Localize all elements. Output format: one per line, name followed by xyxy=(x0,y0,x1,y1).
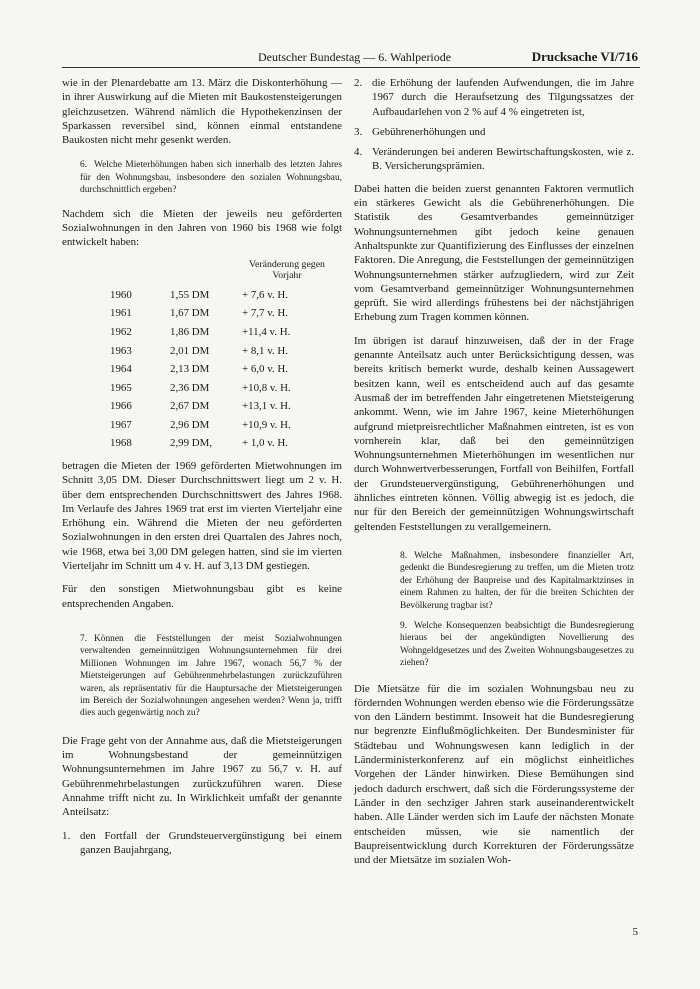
table-header-change: Veränderung gegen Vorjahr xyxy=(249,258,325,282)
question-text: Welche Konsequenzen beabsichtigt die Bundesregierung hieraus bei der angekündigten Novellierung des Wohngeldgesetzes und des Zweiten Wohnungsbaugesetzes zu ziehen? xyxy=(400,620,634,669)
year-cell: 1967 xyxy=(110,418,132,431)
paragraph: Im übrigen ist darauf hinzuweisen, daß der in der Frage genannte Anteilsatz auch unter Berücksichtigung dessen, was bereits kritisch bemerkt wurde, deshalb keinen Aussagewert besitzen kann, weil es entscheidend auch auf das gesamte Ausmaß der im betreffenden Jahr eingetretenen Mietsteigerung ankommt. Wenn, wie im Jahre 1967, keine Mieterhöhungen aufgrund mietpreisrechtlicher Maßnahmen eintreten, ist es von vornherein klar, daß bei den gemeinnützigen Wohnungsunternehmen Mieterhöhungen im wesentlichen nur durch Wohnwertverbesserungen, Fortfall von Beihilfen, Fortfall der Grundsteuervergünstigung, Gebührenerhöhungen und ähnliches eintreten können. Völlig abwegig ist es jedoch, die nur für den Bereich der gemeinnützigen Wohnungswirtschaft geltenden Feststellungen zu verallgemeinern. xyxy=(354,334,634,533)
table-row xyxy=(110,416,332,435)
table-row xyxy=(110,286,332,305)
year-cell: 1964 xyxy=(110,363,132,376)
year-cell: 1962 xyxy=(110,325,132,338)
question-number: 9. xyxy=(400,620,408,631)
value-cell: 2,99 DM, xyxy=(170,437,213,450)
list-text: die Erhöhung der laufenden Aufwendungen, die im Jahre 1967 durch die Heraufsetzung des Tilgungssatzes der Aufbaudarlehen von 2 % auf 4 % eingetreten ist, xyxy=(372,77,634,118)
list-text: Gebührenerhöhungen und xyxy=(372,125,486,138)
paragraph: betragen die Mieten der 1969 geförderten Mietwohnungen im Schnitt 3,05 DM. Dieser Durchschnittswert liegt um 2 v. H. über dem entsprechenden Durchschnittswert des Jahres 1968. Im Verlaufe des Jahres 1969 trat erst im vierten Vierteljahr eine Erhöhung ein. Während die Mieten der neu geförderten Sozialwohnungen in den ersten drei Quartalen des Jahres noch, wie 1968, etwa bei 3,00 DM gelegen hatten, sind sie im vierten Vierteljahr im Schnitt um 4 v. H. auf 3,13 DM gestiegen. xyxy=(62,459,342,573)
year-cell: 1968 xyxy=(110,437,132,450)
list xyxy=(62,829,342,858)
list-number: 4. xyxy=(354,146,363,159)
value-cell: 2,01 DM xyxy=(170,344,210,357)
value-cell: 1,67 DM xyxy=(170,307,210,320)
table-row xyxy=(110,341,332,360)
table-row xyxy=(110,323,332,342)
right-column xyxy=(354,76,634,876)
change-cell: +11,4 v. H. xyxy=(242,325,291,338)
paragraph: Dabei hatten die beiden zuerst genannten Faktoren vermutlich ein stärkeres Gewicht als die Gebührenerhöhungen. Die Statistik des Gesamtverbandes gemeinnütziger Wohnungsunternehmen gibt jedoch keine genauen Anhaltspunkte zur Quantifizierung des Einflusses der einzelnen Faktoren. Die Anregung, die Feststellungen der gemeinnützigen Wohnungsunternehmen stärker aufzugliedern, wird zur Zeit vom Gesamtverband gemeinnütziger Wohnungsunternehmen geprüft. Sie wird allerdings frühestens bei der nächstjährigen Erhebung zum Tragen kommen können. xyxy=(354,182,634,324)
year-cell: 1960 xyxy=(110,288,132,301)
document-number: Drucksache VI/716 xyxy=(531,49,638,64)
question-text: Welche Mieterhöhungen haben sich innerhalb des letzten Jahres für den Wohnungsbau, insbesondere den sozialen Wohnungsbau, durchschnittlich ergeben? xyxy=(80,160,342,196)
table-row xyxy=(110,434,332,453)
question-text: Welche Maßnahmen, insbesondere finanzieller Art, gedenkt die Bundesregierung zu treffen, um die Mieten trotz der Erhöhung der Baupreise und des Kapitalmarktzinses in einem Rahmen zu halten, der für die breiten Schichten der Bevölkerung tragbar ist? xyxy=(400,550,634,611)
list-item xyxy=(354,145,634,174)
list-text: den Fortfall der Grundsteuervergünstigung bei einem ganzen Baujahrgang, xyxy=(80,829,342,856)
change-cell: + 1,0 v. H. xyxy=(242,437,288,450)
paragraph: wie in der Plenardebatte am 13. März die Diskonterhöhung — in ihrer Auswirkung auf die Mieten mit Baukostensteigerungen gleichzusetzen. Während nämlich die Hypothekenzinsen der Sparkassen reversibel sind, können einmal entstandene Baukosten nicht mehr gesenkt werden. xyxy=(62,77,342,147)
paragraph: Die Mietsätze für die im sozialen Wohnungsbau neu zu fördernden Wohnungen werden ebenso wie die Förderungssätze von den Ländern bestimmt. Insoweit hat die Bundesregierung nur begrenzte Einflußmöglichkeiten. Der Bundesminister für Städtebau und Wohnungswesen kann lediglich in der Länderministerkonferenz auf ein möglichst einheitliches Vorgehen der Länder hinwirken. Diese Bemühungen sind jedoch dadurch erschwert, daß sich die Förderungssysteme der Länder in den sechziger Jahren stark auseinanderentwickelt haben. Alle Länder werden sich im Laufe der nächsten Monate entscheiden müssen, wie sie namentlich der Baupreisentwicklung durch Korrekturen der Förderungssätze und der Mietsätze im sozialen Woh- xyxy=(354,682,634,867)
change-cell: +10,9 v. H. xyxy=(242,418,291,431)
year-cell: 1963 xyxy=(110,344,132,357)
question-text: Können die Feststellungen der meist Sozialwohnungen verwaltenden gemeinnützigen Wohnungsunternehmen für drei Millionen Wohnungen im Jahre 1967, wonach 56,7 % der Mietsteigerungen auf Gebührenmehrbelastungen zurückzuführen waren, als repräsentativ für die Hauptursache der Mietsteigerungen im Bereich der Sozialwohnungen angesehen werden? Wenn ja, trifft dies auch gegenwärtig noch zu? xyxy=(80,633,342,719)
left-column xyxy=(62,76,342,865)
question-6 xyxy=(80,159,342,196)
change-cell: + 6,0 v. H. xyxy=(242,363,288,376)
table-row xyxy=(110,379,332,398)
table-row xyxy=(110,397,332,416)
list-item xyxy=(354,125,634,139)
page-number: 5 xyxy=(632,926,638,938)
year-cell: 1965 xyxy=(110,381,132,394)
table-header-value xyxy=(170,259,242,286)
change-cell: + 8,1 v. H. xyxy=(242,344,288,357)
list-number: 2. xyxy=(354,77,363,89)
list-text: Veränderungen bei anderen Bewirtschaftungskosten, wie z. B. Versicherungsprämien. xyxy=(372,146,634,173)
table-row xyxy=(110,304,332,323)
change-cell: + 7,7 v. H. xyxy=(242,307,288,320)
paragraph: Die Frage geht von der Annahme aus, daß die Mietsteigerungen im Wohnungsbestand der gemeinnützigen Wohnungsunternehmen im Jahre 1967 zu 56,7 v. H. auf Gebührenmehrbelastungen zurückzuführen waren. Diese Annahme trifft nicht zu. In Wirklichkeit umfaßt der genannte Anteilsatz: xyxy=(62,734,342,819)
value-cell: 2,36 DM xyxy=(170,381,210,394)
question-number: 8. xyxy=(400,550,408,561)
value-cell: 2,67 DM xyxy=(170,400,210,413)
rent-table xyxy=(110,259,332,453)
question-number: 7. xyxy=(80,633,88,644)
list-number: 3. xyxy=(354,125,363,138)
table-header-year xyxy=(110,259,170,286)
year-cell: 1966 xyxy=(110,400,132,413)
value-cell: 1,55 DM xyxy=(170,288,210,301)
paragraph: Nachdem sich die Mieten der jeweils neu geförderten Sozialwohnungen in den Jahren von 1960 bis 1968 wie folgt entwickelt haben: xyxy=(62,207,342,249)
value-cell: 2,13 DM xyxy=(170,363,210,376)
header-title: Deutscher Bundestag — 6. Wahlperiode xyxy=(258,50,452,64)
list xyxy=(354,76,634,174)
table-header-row xyxy=(110,259,332,286)
question-number: 6. xyxy=(80,160,88,171)
list-item xyxy=(62,829,342,858)
list-item xyxy=(354,76,634,119)
question-8 xyxy=(400,550,634,612)
value-cell: 2,96 DM xyxy=(170,418,210,431)
year-cell: 1961 xyxy=(110,307,132,320)
change-cell: +13,1 v. H. xyxy=(242,400,291,413)
change-cell: + 7,6 v. H. xyxy=(242,288,288,301)
change-cell: +10,8 v. H. xyxy=(242,381,291,394)
table-row xyxy=(110,360,332,379)
value-cell: 1,86 DM xyxy=(170,325,210,338)
header-rule xyxy=(62,67,640,68)
question-7 xyxy=(80,633,342,720)
question-9 xyxy=(400,620,634,670)
paragraph: Für den sonstigen Mietwohnungsbau gibt es keine entsprechenden Angaben. xyxy=(62,583,342,610)
list-number: 1. xyxy=(62,829,71,842)
